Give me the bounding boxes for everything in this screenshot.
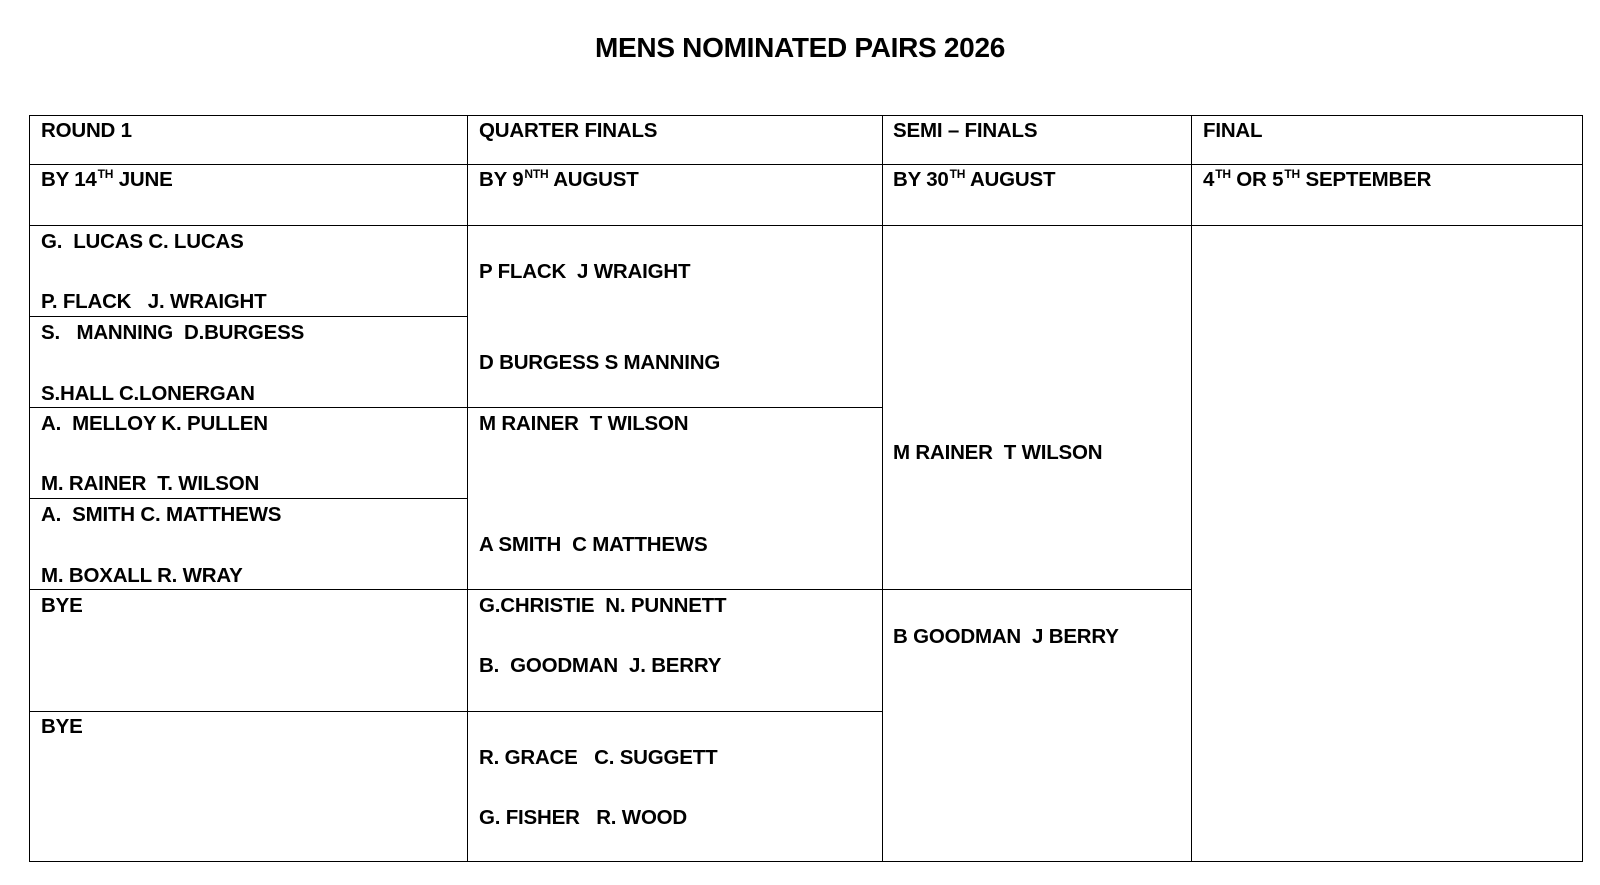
round1-pair: M. BOXALL R. WRAY <box>41 564 243 587</box>
round1-pair: S. MANNING D.BURGESS <box>41 321 305 344</box>
column-divider-2 <box>882 115 883 862</box>
deadline-final-mid: OR 5 <box>1230 168 1284 191</box>
round1-pair: A. MELLOY K. PULLEN <box>41 412 268 435</box>
column-divider-1 <box>467 115 468 862</box>
deadline-round1-prefix: BY 14 <box>41 168 97 191</box>
deadline-final-sup2: TH <box>1284 167 1300 181</box>
page-title: MENS NOMINATED PAIRS 2026 <box>595 32 1005 63</box>
deadline-semi-suffix: AUGUST <box>965 168 1056 191</box>
quarter-pair: R. GRACE C. SUGGETT <box>479 746 718 769</box>
deadline-final-sup1: TH <box>1215 167 1231 181</box>
semi-pair: M RAINER T WILSON <box>893 441 1103 464</box>
deadline-semi-prefix: BY 30 <box>893 168 949 191</box>
deadline-semi <box>893 167 1056 191</box>
quarter-pair: D BURGESS S MANNING <box>479 351 721 374</box>
quarter-pair: G.CHRISTIE N. PUNNETT <box>479 594 727 617</box>
quarter-pair: M RAINER T WILSON <box>479 412 689 435</box>
deadline-semi-sup: TH <box>949 167 966 181</box>
quarter-pair: A SMITH C MATTHEWS <box>479 533 708 556</box>
table-border-top <box>29 115 1583 116</box>
round1-pair: S.HALL C.LONERGAN <box>41 382 255 405</box>
semi-pair: B GOODMAN J BERRY <box>893 625 1119 648</box>
round1-divider <box>29 316 467 317</box>
column-divider-3 <box>1191 115 1192 862</box>
header-quarter-finals: QUARTER FINALS <box>479 119 658 142</box>
deadline-final-day1: 4 <box>1203 168 1215 191</box>
header-semi-finals: SEMI – FINALS <box>893 119 1038 142</box>
quarter-divider <box>467 589 882 590</box>
quarter-divider <box>467 711 882 712</box>
round1-divider <box>29 711 467 712</box>
deadline-round1-suffix: JUNE <box>113 168 173 191</box>
round1-pair: A. SMITH C. MATTHEWS <box>41 503 282 526</box>
quarter-pair: B. GOODMAN J. BERRY <box>479 654 722 677</box>
table-border-bottom <box>29 861 1583 862</box>
round1-pair: G. LUCAS C. LUCAS <box>41 230 244 253</box>
semi-divider <box>882 589 1191 590</box>
deadline-round1 <box>41 167 173 191</box>
deadline-quarter-sup: NTH <box>524 167 549 181</box>
deadline-round1-sup: TH <box>97 167 114 181</box>
deadline-quarter <box>479 167 639 191</box>
header-final: FINAL <box>1203 119 1263 142</box>
header-round1: ROUND 1 <box>41 119 132 142</box>
deadline-final <box>1203 167 1432 191</box>
round1-bye: BYE <box>41 715 83 738</box>
header-divider <box>29 164 1583 165</box>
round1-divider <box>29 589 467 590</box>
quarter-pair: P FLACK J WRAIGHT <box>479 260 691 283</box>
round1-divider <box>29 498 467 499</box>
quarter-divider <box>467 407 882 408</box>
round1-divider <box>29 407 467 408</box>
deadline-divider <box>29 225 1583 226</box>
table-border-right <box>1582 115 1583 862</box>
table-border-left <box>29 115 30 862</box>
deadline-quarter-prefix: BY 9 <box>479 168 524 191</box>
deadline-quarter-suffix: AUGUST <box>548 168 639 191</box>
quarter-pair: G. FISHER R. WOOD <box>479 806 688 829</box>
round1-pair: M. RAINER T. WILSON <box>41 472 260 495</box>
round1-pair: P. FLACK J. WRAIGHT <box>41 290 267 313</box>
round1-bye: BYE <box>41 594 83 617</box>
deadline-final-month: SEPTEMBER <box>1299 168 1432 191</box>
